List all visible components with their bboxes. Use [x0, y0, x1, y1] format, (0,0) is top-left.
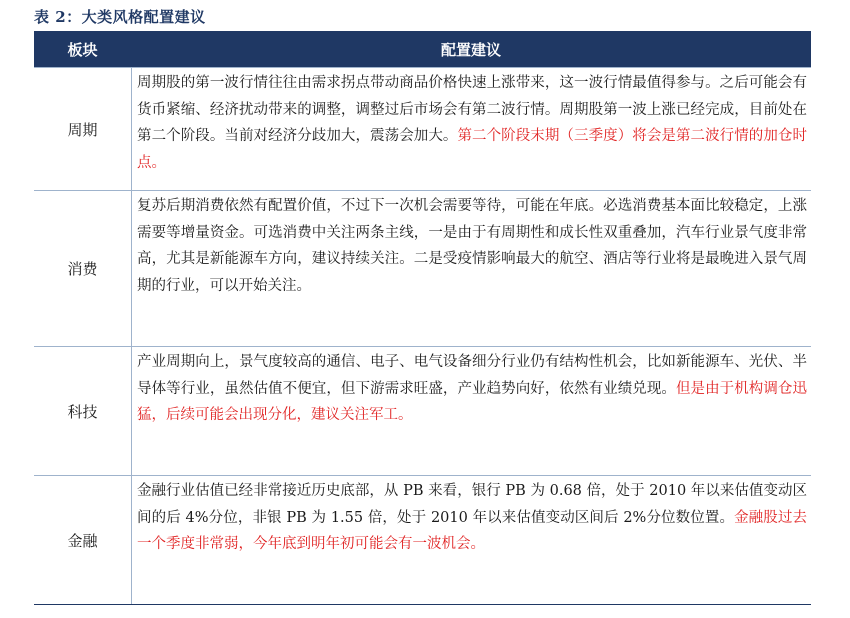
suggestion-text: 复苏后期消费依然有配置价值，不过下一次机会需要等待，可能在年底。必选消费基本面比较稳定，上涨需要等增量资金。可选消费中关注两条主线，一是由于有周期性和成长性双重叠加，汽车行业景气度非常高，尤其是新能源车方向，建议持续关注。二是受疫情影响最大的航空、酒店等行业将是最晚进入景气周期的行业，可以开始关注。 — [137, 198, 807, 294]
suggestion-highlight: 但是由于机构调仓迅猛，后续可能会出现分化，建议关注军工。 — [137, 380, 808, 423]
suggestion-highlight: 金融股过去一个季度非常弱，今年底到明年初可能会有一波机会。 — [137, 509, 807, 552]
suggestion-cell — [131, 476, 811, 604]
sector-cell: 科技 — [67, 402, 98, 421]
sector-cell: 周期 — [67, 120, 98, 139]
suggestion-cell — [131, 347, 811, 475]
header-sector: 板块 — [67, 40, 98, 59]
suggestion-cell — [131, 68, 811, 190]
table-row — [34, 346, 811, 475]
suggestion-text: 产业周期向上，景气度较高的通信、电子、电气设备细分行业仍有结构性机会，比如新能源车、光伏、半导体等行业，虽然估值不便宜，但下游需求旺盛，产业趋势向好，依然有业绩兑现。 — [137, 354, 807, 397]
table-row — [34, 67, 811, 190]
sector-cell: 金融 — [67, 531, 98, 550]
allocation-table — [34, 31, 811, 605]
suggestion-cell — [131, 191, 811, 346]
table-bottom-rule — [34, 604, 811, 605]
table-row — [34, 190, 811, 346]
header-suggestion: 配置建议 — [440, 40, 501, 59]
table-header — [34, 31, 811, 67]
suggestion-text: 周期股的第一波行情往往由需求拐点带动商品价格快速上涨带来，这一波行情最值得参与。之后可能会有货币紧缩、经济扰动带来的调整，调整过后市场会有第二波行情。周期股第一波上涨已经完成，目前处在第二个阶段。当前对经济分歧加大，震荡会加大。 — [137, 75, 807, 144]
suggestion-highlight: 第二个阶段末期（三季度）将会是第二波行情的加仓时点。 — [137, 128, 807, 171]
table-caption: 表 2：大类风格配置建议 — [34, 8, 206, 26]
suggestion-text: 金融行业估值已经非常接近历史底部，从 PB 来看，银行 PB 为 0.68 倍，处于 2010 年以来估值变动区间的后 4%分位，非银 PB 为 1.55 倍，处于 2010 年以来估值变动区间后 2%分位数位置。 — [137, 483, 807, 526]
sector-cell: 消费 — [67, 260, 98, 278]
table-row — [34, 475, 811, 604]
